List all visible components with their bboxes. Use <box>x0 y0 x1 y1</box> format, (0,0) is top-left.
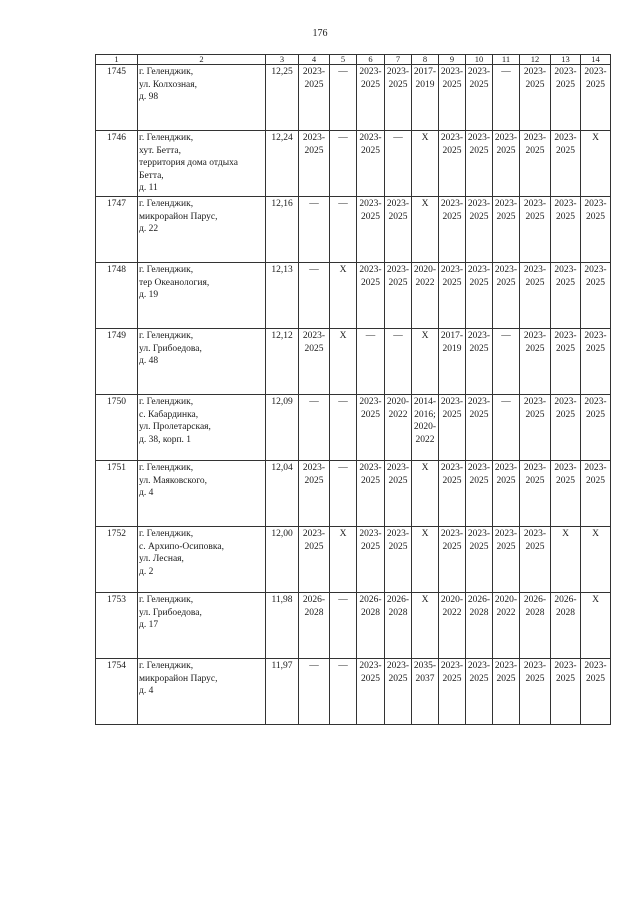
period-cell-col-14: 2023- 2025 <box>581 65 611 131</box>
period-cell-col-9: 2023- 2025 <box>439 197 466 263</box>
period-cell-col-4: 2023- 2025 <box>299 329 330 395</box>
period-cell-col-9: 2023- 2025 <box>439 395 466 461</box>
column-header-7: 7 <box>385 55 412 65</box>
period-cell-col-4: 2023- 2025 <box>299 461 330 527</box>
period-cell-col-11: 2023- 2025 <box>493 659 520 725</box>
column-header-3: 3 <box>266 55 299 65</box>
period-cell-col-4: — <box>299 659 330 725</box>
period-cell-col-6: 2023- 2025 <box>357 461 385 527</box>
period-cell-col-5: — <box>330 659 357 725</box>
period-cell-col-13: 2023- 2025 <box>551 197 581 263</box>
period-cell-col-12: 2023- 2025 <box>520 65 551 131</box>
address-cell: г. Геленджик, хут. Бетта, территория дома отдыха Бетта, д. 11 <box>138 131 266 197</box>
period-cell-col-9: 2023- 2025 <box>439 131 466 197</box>
period-cell-col-6: 2026- 2028 <box>357 593 385 659</box>
period-cell-col-14: X <box>581 131 611 197</box>
period-cell-col-7: 2026- 2028 <box>385 593 412 659</box>
period-cell-col-13: 2023- 2025 <box>551 329 581 395</box>
period-cell-col-4: 2023- 2025 <box>299 65 330 131</box>
period-cell-col-13: 2023- 2025 <box>551 131 581 197</box>
period-cell-col-6: 2023- 2025 <box>357 65 385 131</box>
period-cell-col-5: — <box>330 197 357 263</box>
period-cell-col-12: 2023- 2025 <box>520 131 551 197</box>
period-cell-col-4: 2023- 2025 <box>299 131 330 197</box>
period-cell-col-5: — <box>330 593 357 659</box>
period-cell-col-9: 2023- 2025 <box>439 461 466 527</box>
column-header-8: 8 <box>412 55 439 65</box>
period-cell-col-5: X <box>330 527 357 593</box>
area-cell: 11,97 <box>266 659 299 725</box>
area-cell: 12,00 <box>266 527 299 593</box>
table-row <box>96 527 611 593</box>
column-header-14: 14 <box>581 55 611 65</box>
period-cell-col-9: 2023- 2025 <box>439 527 466 593</box>
period-cell-col-10: 2023- 2025 <box>466 263 493 329</box>
period-cell-col-14: 2023- 2025 <box>581 461 611 527</box>
area-cell: 12,12 <box>266 329 299 395</box>
row-number-cell: 1747 <box>96 197 138 263</box>
period-cell-col-8: 2017- 2019 <box>412 65 439 131</box>
area-cell: 12,04 <box>266 461 299 527</box>
period-cell-col-8: X <box>412 329 439 395</box>
period-cell-col-12: 2023- 2025 <box>520 395 551 461</box>
column-header-11: 11 <box>493 55 520 65</box>
column-header-12: 12 <box>520 55 551 65</box>
table-row <box>96 593 611 659</box>
period-cell-col-8: X <box>412 197 439 263</box>
period-cell-col-7: 2023- 2025 <box>385 461 412 527</box>
period-cell-col-6: 2023- 2025 <box>357 659 385 725</box>
period-cell-col-11: 2023- 2025 <box>493 263 520 329</box>
period-cell-col-9: 2020- 2022 <box>439 593 466 659</box>
page-number: 176 <box>312 28 328 39</box>
housing-registry-table <box>95 54 611 725</box>
period-cell-col-5: — <box>330 395 357 461</box>
area-cell: 12,25 <box>266 65 299 131</box>
table-row <box>96 395 611 461</box>
period-cell-col-12: 2023- 2025 <box>520 461 551 527</box>
period-cell-col-7: 2023- 2025 <box>385 197 412 263</box>
period-cell-col-6: 2023- 2025 <box>357 197 385 263</box>
row-number-cell: 1749 <box>96 329 138 395</box>
period-cell-col-7: — <box>385 329 412 395</box>
period-cell-col-7: 2020- 2022 <box>385 395 412 461</box>
period-cell-col-13: 2023- 2025 <box>551 659 581 725</box>
row-number-cell: 1746 <box>96 131 138 197</box>
period-cell-col-7: 2023- 2025 <box>385 659 412 725</box>
period-cell-col-14: 2023- 2025 <box>581 659 611 725</box>
period-cell-col-7: 2023- 2025 <box>385 263 412 329</box>
period-cell-col-4: 2026- 2028 <box>299 593 330 659</box>
period-cell-col-10: 2023- 2025 <box>466 461 493 527</box>
period-cell-col-10: 2023- 2025 <box>466 329 493 395</box>
period-cell-col-7: — <box>385 131 412 197</box>
period-cell-col-9: 2023- 2025 <box>439 659 466 725</box>
address-cell: г. Геленджик, микрорайон Парус, д. 4 <box>138 659 266 725</box>
table-row <box>96 329 611 395</box>
period-cell-col-13: 2023- 2025 <box>551 263 581 329</box>
address-cell: г. Геленджик, тер Океанология, д. 19 <box>138 263 266 329</box>
period-cell-col-9: 2023- 2025 <box>439 65 466 131</box>
column-header-4: 4 <box>299 55 330 65</box>
table-row <box>96 65 611 131</box>
period-cell-col-11: 2023- 2025 <box>493 131 520 197</box>
period-cell-col-9: 2023- 2025 <box>439 263 466 329</box>
period-cell-col-4: — <box>299 395 330 461</box>
column-header-2: 2 <box>138 55 266 65</box>
period-cell-col-11: 2023- 2025 <box>493 461 520 527</box>
area-cell: 12,24 <box>266 131 299 197</box>
period-cell-col-11: — <box>493 395 520 461</box>
period-cell-col-6: 2023- 2025 <box>357 395 385 461</box>
period-cell-col-14: 2023- 2025 <box>581 329 611 395</box>
period-cell-col-12: 2023- 2025 <box>520 197 551 263</box>
row-number-cell: 1754 <box>96 659 138 725</box>
period-cell-col-5: X <box>330 263 357 329</box>
table-row <box>96 659 611 725</box>
period-cell-col-7: 2023- 2025 <box>385 65 412 131</box>
period-cell-col-8: X <box>412 593 439 659</box>
table-row <box>96 263 611 329</box>
area-cell: 12,09 <box>266 395 299 461</box>
period-cell-col-11: 2023- 2025 <box>493 527 520 593</box>
table-row <box>96 131 611 197</box>
address-cell: г. Геленджик, ул. Маяковского, д. 4 <box>138 461 266 527</box>
period-cell-col-10: 2023- 2025 <box>466 197 493 263</box>
address-cell: г. Геленджик, с. Кабардинка, ул. Пролетарская, д. 38, корп. 1 <box>138 395 266 461</box>
row-number-cell: 1745 <box>96 65 138 131</box>
table-row <box>96 197 611 263</box>
period-cell-col-12: 2023- 2025 <box>520 329 551 395</box>
period-cell-col-10: 2023- 2025 <box>466 527 493 593</box>
address-cell: г. Геленджик, с. Архипо-Осиповка, ул. Лесная, д. 2 <box>138 527 266 593</box>
row-number-cell: 1748 <box>96 263 138 329</box>
period-cell-col-12: 2023- 2025 <box>520 263 551 329</box>
period-cell-col-10: 2023- 2025 <box>466 131 493 197</box>
period-cell-col-4: 2023- 2025 <box>299 527 330 593</box>
period-cell-col-6: 2023- 2025 <box>357 131 385 197</box>
period-cell-col-6: — <box>357 329 385 395</box>
period-cell-col-10: 2023- 2025 <box>466 659 493 725</box>
period-cell-col-13: 2023- 2025 <box>551 65 581 131</box>
period-cell-col-14: X <box>581 593 611 659</box>
period-cell-col-13: 2026- 2028 <box>551 593 581 659</box>
address-cell: г. Геленджик, ул. Колхозная, д. 98 <box>138 65 266 131</box>
column-header-9: 9 <box>439 55 466 65</box>
period-cell-col-8: X <box>412 461 439 527</box>
address-cell: г. Геленджик, ул. Грибоедова, д. 17 <box>138 593 266 659</box>
period-cell-col-4: — <box>299 263 330 329</box>
row-number-cell: 1753 <box>96 593 138 659</box>
area-cell: 11,98 <box>266 593 299 659</box>
column-header-13: 13 <box>551 55 581 65</box>
column-header-1: 1 <box>96 55 138 65</box>
period-cell-col-12: 2026- 2028 <box>520 593 551 659</box>
period-cell-col-10: 2023- 2025 <box>466 65 493 131</box>
address-cell: г. Геленджик, ул. Грибоедова, д. 48 <box>138 329 266 395</box>
period-cell-col-5: — <box>330 131 357 197</box>
area-cell: 12,16 <box>266 197 299 263</box>
row-number-cell: 1750 <box>96 395 138 461</box>
period-cell-col-8: 2020- 2022 <box>412 263 439 329</box>
period-cell-col-13: 2023- 2025 <box>551 461 581 527</box>
period-cell-col-11: 2020- 2022 <box>493 593 520 659</box>
period-cell-col-8: X <box>412 131 439 197</box>
column-number-header-row <box>96 55 611 65</box>
period-cell-col-8: X <box>412 527 439 593</box>
period-cell-col-5: — <box>330 65 357 131</box>
period-cell-col-10: 2026- 2028 <box>466 593 493 659</box>
period-cell-col-8: 2035- 2037 <box>412 659 439 725</box>
table-row <box>96 461 611 527</box>
period-cell-col-9: 2017- 2019 <box>439 329 466 395</box>
period-cell-col-13: 2023- 2025 <box>551 395 581 461</box>
area-cell: 12,13 <box>266 263 299 329</box>
period-cell-col-13: X <box>551 527 581 593</box>
period-cell-col-12: 2023- 2025 <box>520 527 551 593</box>
period-cell-col-5: — <box>330 461 357 527</box>
period-cell-col-5: X <box>330 329 357 395</box>
period-cell-col-11: — <box>493 65 520 131</box>
period-cell-col-14: 2023- 2025 <box>581 263 611 329</box>
period-cell-col-4: — <box>299 197 330 263</box>
period-cell-col-6: 2023- 2025 <box>357 527 385 593</box>
row-number-cell: 1752 <box>96 527 138 593</box>
period-cell-col-7: 2023- 2025 <box>385 527 412 593</box>
address-cell: г. Геленджик, микрорайон Парус, д. 22 <box>138 197 266 263</box>
column-header-5: 5 <box>330 55 357 65</box>
period-cell-col-10: 2023- 2025 <box>466 395 493 461</box>
period-cell-col-14: X <box>581 527 611 593</box>
period-cell-col-14: 2023- 2025 <box>581 197 611 263</box>
column-header-10: 10 <box>466 55 493 65</box>
period-cell-col-12: 2023- 2025 <box>520 659 551 725</box>
row-number-cell: 1751 <box>96 461 138 527</box>
period-cell-col-6: 2023- 2025 <box>357 263 385 329</box>
period-cell-col-8: 2014- 2016; 2020- 2022 <box>412 395 439 461</box>
column-header-6: 6 <box>357 55 385 65</box>
period-cell-col-11: — <box>493 329 520 395</box>
period-cell-col-14: 2023- 2025 <box>581 395 611 461</box>
period-cell-col-11: 2023- 2025 <box>493 197 520 263</box>
